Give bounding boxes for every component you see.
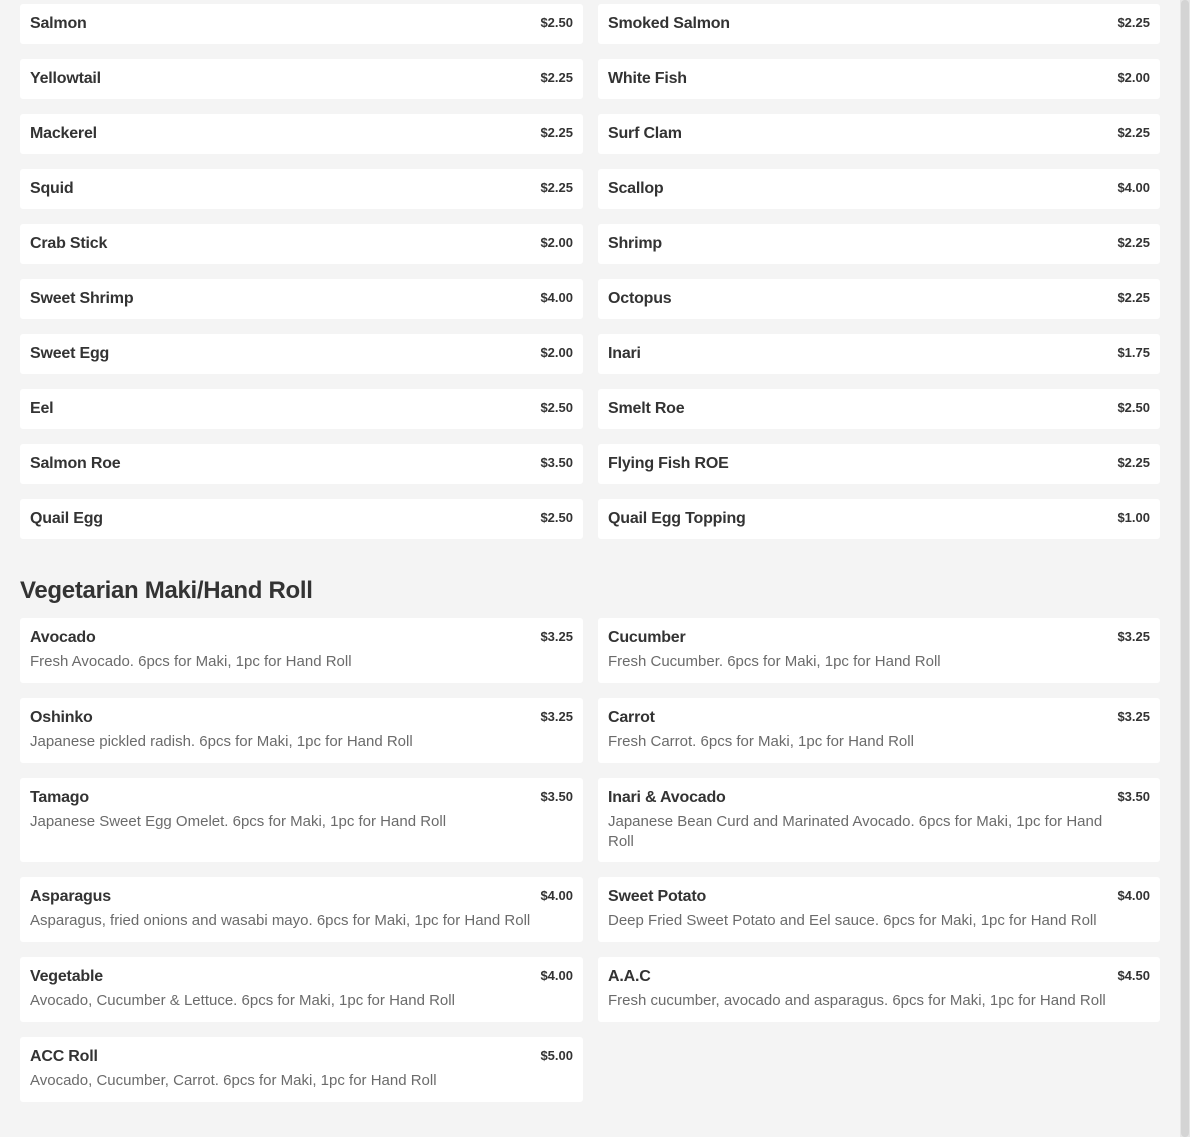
menu-item-name: Scallop [608, 180, 664, 197]
menu-item-price: $2.00 [540, 345, 573, 360]
menu-item-card[interactable] [598, 698, 1160, 763]
menu-item-header [30, 234, 573, 254]
menu-item-price: $2.50 [1117, 400, 1150, 415]
menu-item-price: $4.50 [1117, 968, 1150, 983]
menu-item-card[interactable] [598, 389, 1160, 429]
menu-item-name: Squid [30, 180, 74, 197]
menu-item-name: Oshinko [30, 709, 93, 726]
menu-item-name: Surf Clam [608, 125, 682, 142]
menu-item-name: Smoked Salmon [608, 15, 730, 32]
menu-item-price: $2.25 [1117, 125, 1150, 140]
menu-item-price: $2.25 [540, 125, 573, 140]
menu-item-card[interactable] [20, 778, 583, 862]
menu-item-name: A.A.C [608, 968, 651, 985]
menu-item-description: Deep Fried Sweet Potato and Eel sauce. 6pcs for Maki, 1pc for Hand Roll [608, 912, 1097, 929]
menu-item-name: Carrot [608, 709, 655, 726]
menu-item-name: Yellowtail [30, 70, 101, 87]
menu-item-price: $2.25 [1117, 235, 1150, 250]
menu-item-header [608, 399, 1150, 419]
menu-item-card[interactable] [20, 957, 583, 1022]
menu-item-price: $3.25 [540, 709, 573, 724]
menu-item-name: Shrimp [608, 235, 662, 252]
vegetarian-item-grid [20, 618, 1160, 1102]
menu-item-description: Fresh cucumber, avocado and asparagus. 6pcs for Maki, 1pc for Hand Roll [608, 992, 1106, 1009]
menu-item-price: $3.50 [540, 789, 573, 804]
menu-item-name: Avocado [30, 629, 96, 646]
menu-item-description: Japanese Sweet Egg Omelet. 6pcs for Maki, 1pc for Hand Roll [30, 813, 447, 830]
menu-item-card[interactable] [20, 444, 583, 484]
menu-item-name: Eel [30, 400, 54, 417]
menu-item-price: $2.25 [1117, 455, 1150, 470]
menu-item-price: $2.25 [1117, 290, 1150, 305]
menu-item-price: $4.00 [540, 290, 573, 305]
menu-item-name: Quail Egg Topping [608, 510, 746, 527]
menu-item-card[interactable] [20, 334, 583, 374]
menu-item-header [30, 69, 573, 89]
menu-item-price: $3.25 [1117, 709, 1150, 724]
menu-item-card[interactable] [20, 279, 583, 319]
menu-item-header [30, 289, 573, 309]
menu-item-name: Inari & Avocado [608, 789, 726, 806]
menu-item-name: Tamago [30, 789, 89, 806]
menu-item-header [608, 454, 1150, 474]
menu-item-price: $2.50 [540, 15, 573, 30]
menu-item-price: $2.50 [540, 400, 573, 415]
scrollbar-track[interactable] [1180, 0, 1190, 1137]
menu-item-name: Inari [608, 345, 641, 362]
menu-item-price: $5.00 [540, 1048, 573, 1063]
menu-item-price: $3.25 [540, 629, 573, 644]
menu-item-card[interactable] [598, 334, 1160, 374]
menu-item-name: Salmon [30, 15, 87, 32]
menu-item-price: $2.25 [1117, 15, 1150, 30]
menu-item-header [608, 14, 1150, 34]
menu-item-description: Japanese Bean Curd and Marinated Avocado. 6pcs for Maki, 1pc for Hand Roll [608, 813, 1103, 850]
menu-item-description: Avocado, Cucumber & Lettuce. 6pcs for Maki, 1pc for Hand Roll [30, 992, 455, 1009]
menu-item-price: $2.25 [540, 180, 573, 195]
menu-item-price: $1.75 [1117, 345, 1150, 360]
menu-item-description: Fresh Carrot. 6pcs for Maki, 1pc for Hand Roll [608, 733, 914, 750]
menu-item-card[interactable] [20, 1037, 583, 1102]
menu-item-price: $3.50 [1117, 789, 1150, 804]
menu-item-header [608, 289, 1150, 309]
menu-item-header [608, 124, 1150, 144]
menu-item-description: Fresh Cucumber. 6pcs for Maki, 1pc for Hand Roll [608, 653, 941, 670]
menu-item-name: ACC Roll [30, 1048, 98, 1065]
section-title-vegetarian: Vegetarian Maki/Hand Roll [20, 577, 313, 604]
menu-item-card[interactable] [598, 59, 1160, 99]
menu-item-name: Flying Fish ROE [608, 455, 729, 472]
menu-item-card[interactable] [598, 618, 1160, 683]
menu-item-price: $4.00 [1117, 180, 1150, 195]
menu-item-name: Octopus [608, 290, 672, 307]
menu-item-card[interactable] [598, 4, 1160, 44]
menu-item-card[interactable] [598, 444, 1160, 484]
menu-item-name: Sweet Shrimp [30, 290, 134, 307]
menu-item-header [608, 628, 1150, 648]
menu-item-card[interactable] [20, 169, 583, 209]
menu-item-card[interactable] [598, 957, 1160, 1022]
menu-item-card[interactable] [20, 59, 583, 99]
menu-item-name: Crab Stick [30, 235, 108, 252]
menu-item-price: $4.00 [540, 968, 573, 983]
menu-item-card[interactable] [20, 877, 583, 942]
menu-item-card[interactable] [598, 279, 1160, 319]
menu-item-description: Japanese pickled radish. 6pcs for Maki, 1pc for Hand Roll [30, 733, 413, 750]
menu-item-header [608, 69, 1150, 89]
menu-item-card[interactable] [598, 169, 1160, 209]
menu-item-price: $4.00 [540, 888, 573, 903]
menu-item-price: $3.25 [1117, 629, 1150, 644]
menu-item-header [30, 1047, 573, 1067]
menu-item-card[interactable] [20, 114, 583, 154]
menu-item-name: White Fish [608, 70, 687, 87]
menu-item-header [608, 708, 1150, 728]
menu-item-name: Vegetable [30, 968, 103, 985]
menu-item-price: $2.50 [540, 510, 573, 525]
menu-item-description: Fresh Avocado. 6pcs for Maki, 1pc for Hand Roll [30, 653, 352, 670]
menu-item-header [30, 628, 573, 648]
menu-item-card[interactable] [20, 224, 583, 264]
menu-item-card[interactable] [20, 618, 583, 683]
menu-item-header [30, 14, 573, 34]
menu-item-header [608, 967, 1150, 987]
menu-item-card[interactable] [20, 389, 583, 429]
menu-item-header [30, 124, 573, 144]
menu-item-name: Salmon Roe [30, 455, 121, 472]
menu-item-price: $2.00 [540, 235, 573, 250]
menu-item-name: Sweet Egg [30, 345, 110, 362]
menu-item-card[interactable] [20, 499, 583, 539]
menu-item-description: Asparagus, fried onions and wasabi mayo. 6pcs for Maki, 1pc for Hand Roll [30, 912, 531, 929]
menu-item-card[interactable] [598, 224, 1160, 264]
menu-item-name: Cucumber [608, 629, 686, 646]
menu-item-header [608, 887, 1150, 907]
menu-item-name: Quail Egg [30, 510, 103, 527]
menu-item-header [30, 509, 573, 529]
menu-item-price: $3.50 [540, 455, 573, 470]
menu-item-card[interactable] [598, 114, 1160, 154]
menu-item-card[interactable] [598, 778, 1160, 862]
menu-item-header [30, 708, 573, 728]
menu-item-name: Asparagus [30, 888, 111, 905]
menu-item-header [30, 399, 573, 419]
menu-item-card[interactable] [20, 4, 583, 44]
menu-item-price: $2.00 [1117, 70, 1150, 85]
menu-item-header [30, 454, 573, 474]
menu-item-header [30, 344, 573, 364]
menu-item-name: Mackerel [30, 125, 97, 142]
menu-item-header [608, 234, 1150, 254]
menu-item-description: Avocado, Cucumber, Carrot. 6pcs for Maki, 1pc for Hand Roll [30, 1072, 437, 1089]
menu-item-header [608, 509, 1150, 529]
menu-item-name: Smelt Roe [608, 400, 685, 417]
menu-item-header [608, 788, 1150, 808]
menu-item-price: $4.00 [1117, 888, 1150, 903]
menu-item-price: $1.00 [1117, 510, 1150, 525]
menu-item-price: $2.25 [540, 70, 573, 85]
menu-item-header [30, 887, 573, 907]
menu-item-card[interactable] [20, 698, 583, 763]
menu-item-card[interactable] [598, 877, 1160, 942]
menu-item-header [608, 344, 1150, 364]
menu-item-header [30, 967, 573, 987]
nigiri-item-grid [20, 4, 1160, 539]
menu-item-header [30, 179, 573, 199]
menu-content [20, 4, 1160, 1102]
menu-item-card[interactable] [598, 499, 1160, 539]
scrollbar-thumb[interactable] [1181, 0, 1189, 1137]
menu-item-header [608, 179, 1150, 199]
menu-item-header [30, 788, 573, 808]
menu-item-name: Sweet Potato [608, 888, 707, 905]
